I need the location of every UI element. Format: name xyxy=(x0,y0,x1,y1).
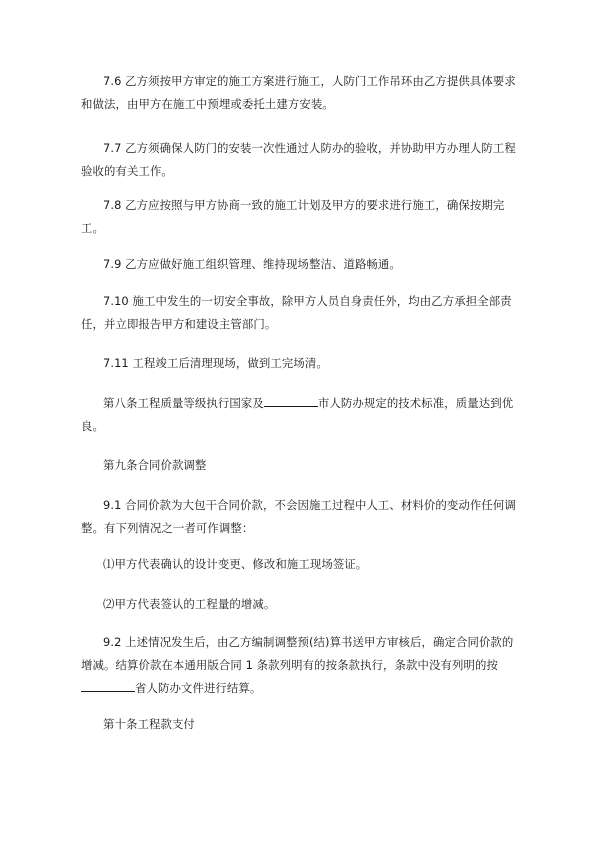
article-10-heading: 第十条工程款支付 xyxy=(103,717,195,731)
clause-9-1: 9.1 合同价款为大包干合同价款，不会因施工过程中人工、材料价的变动作任何调整。有下列情况之一者可作调整： xyxy=(81,498,516,535)
clause-7-7: 7.7 乙方须确保人防门的安装一次性通过人防办的验收，并协助甲方办理人防工程验收的有关工作。 xyxy=(81,141,516,178)
clause-9-2-text-after: 省人防办文件进行结算。 xyxy=(135,681,262,695)
clause-9-1-item-1: ⑴甲方代表确认的设计变更、修改和施工现场签证。 xyxy=(103,557,368,571)
article-9-heading: 第九条合同价款调整 xyxy=(103,458,207,472)
article-8-text-before: 第八条工程质量等级执行国家及 xyxy=(103,396,264,410)
clause-9-2-text-before: 9.2 上述情况发生后，由乙方编制调整预(结)算书送甲方审核后，确定合同价款的增减。结算价款在本通用版合同 1 条款列明有的按条款执行，条款中没有列明的按 xyxy=(81,635,514,672)
article-8 xyxy=(81,392,517,438)
fill-in-blank[interactable] xyxy=(81,679,135,692)
clause-9-1-item-2: ⑵甲方代表签认的工程量的增减。 xyxy=(103,597,276,611)
clause-7-9: 7.9 乙方应做好施工组织管理、维持现场整洁、道路畅通。 xyxy=(103,257,401,271)
article-8-text-after: 市人防办规定的技术标准，质量达到优良。 xyxy=(81,396,514,433)
clause-7-11: 7.11 工程竣工后清理现场，做到工完场清。 xyxy=(103,356,328,370)
clause-7-8: 7.8 乙方应按照与甲方协商一致的施工计划及甲方的要求进行施工，确保按期完工。 xyxy=(81,198,505,235)
clause-7-10: 7.10 施工中发生的一切安全事故，除甲方人员自身责任外，均由乙方承担全部责任，并立即报告甲方和建设主管部门。 xyxy=(81,294,512,331)
fill-in-blank[interactable] xyxy=(264,394,318,407)
clause-9-2 xyxy=(81,631,517,700)
clause-7-6: 7.6 乙方须按甲方审定的施工方案进行施工，人防门工作吊环由乙方提供具体要求和做法，由甲方在施工中预埋或委托土建方安装。 xyxy=(81,74,516,111)
